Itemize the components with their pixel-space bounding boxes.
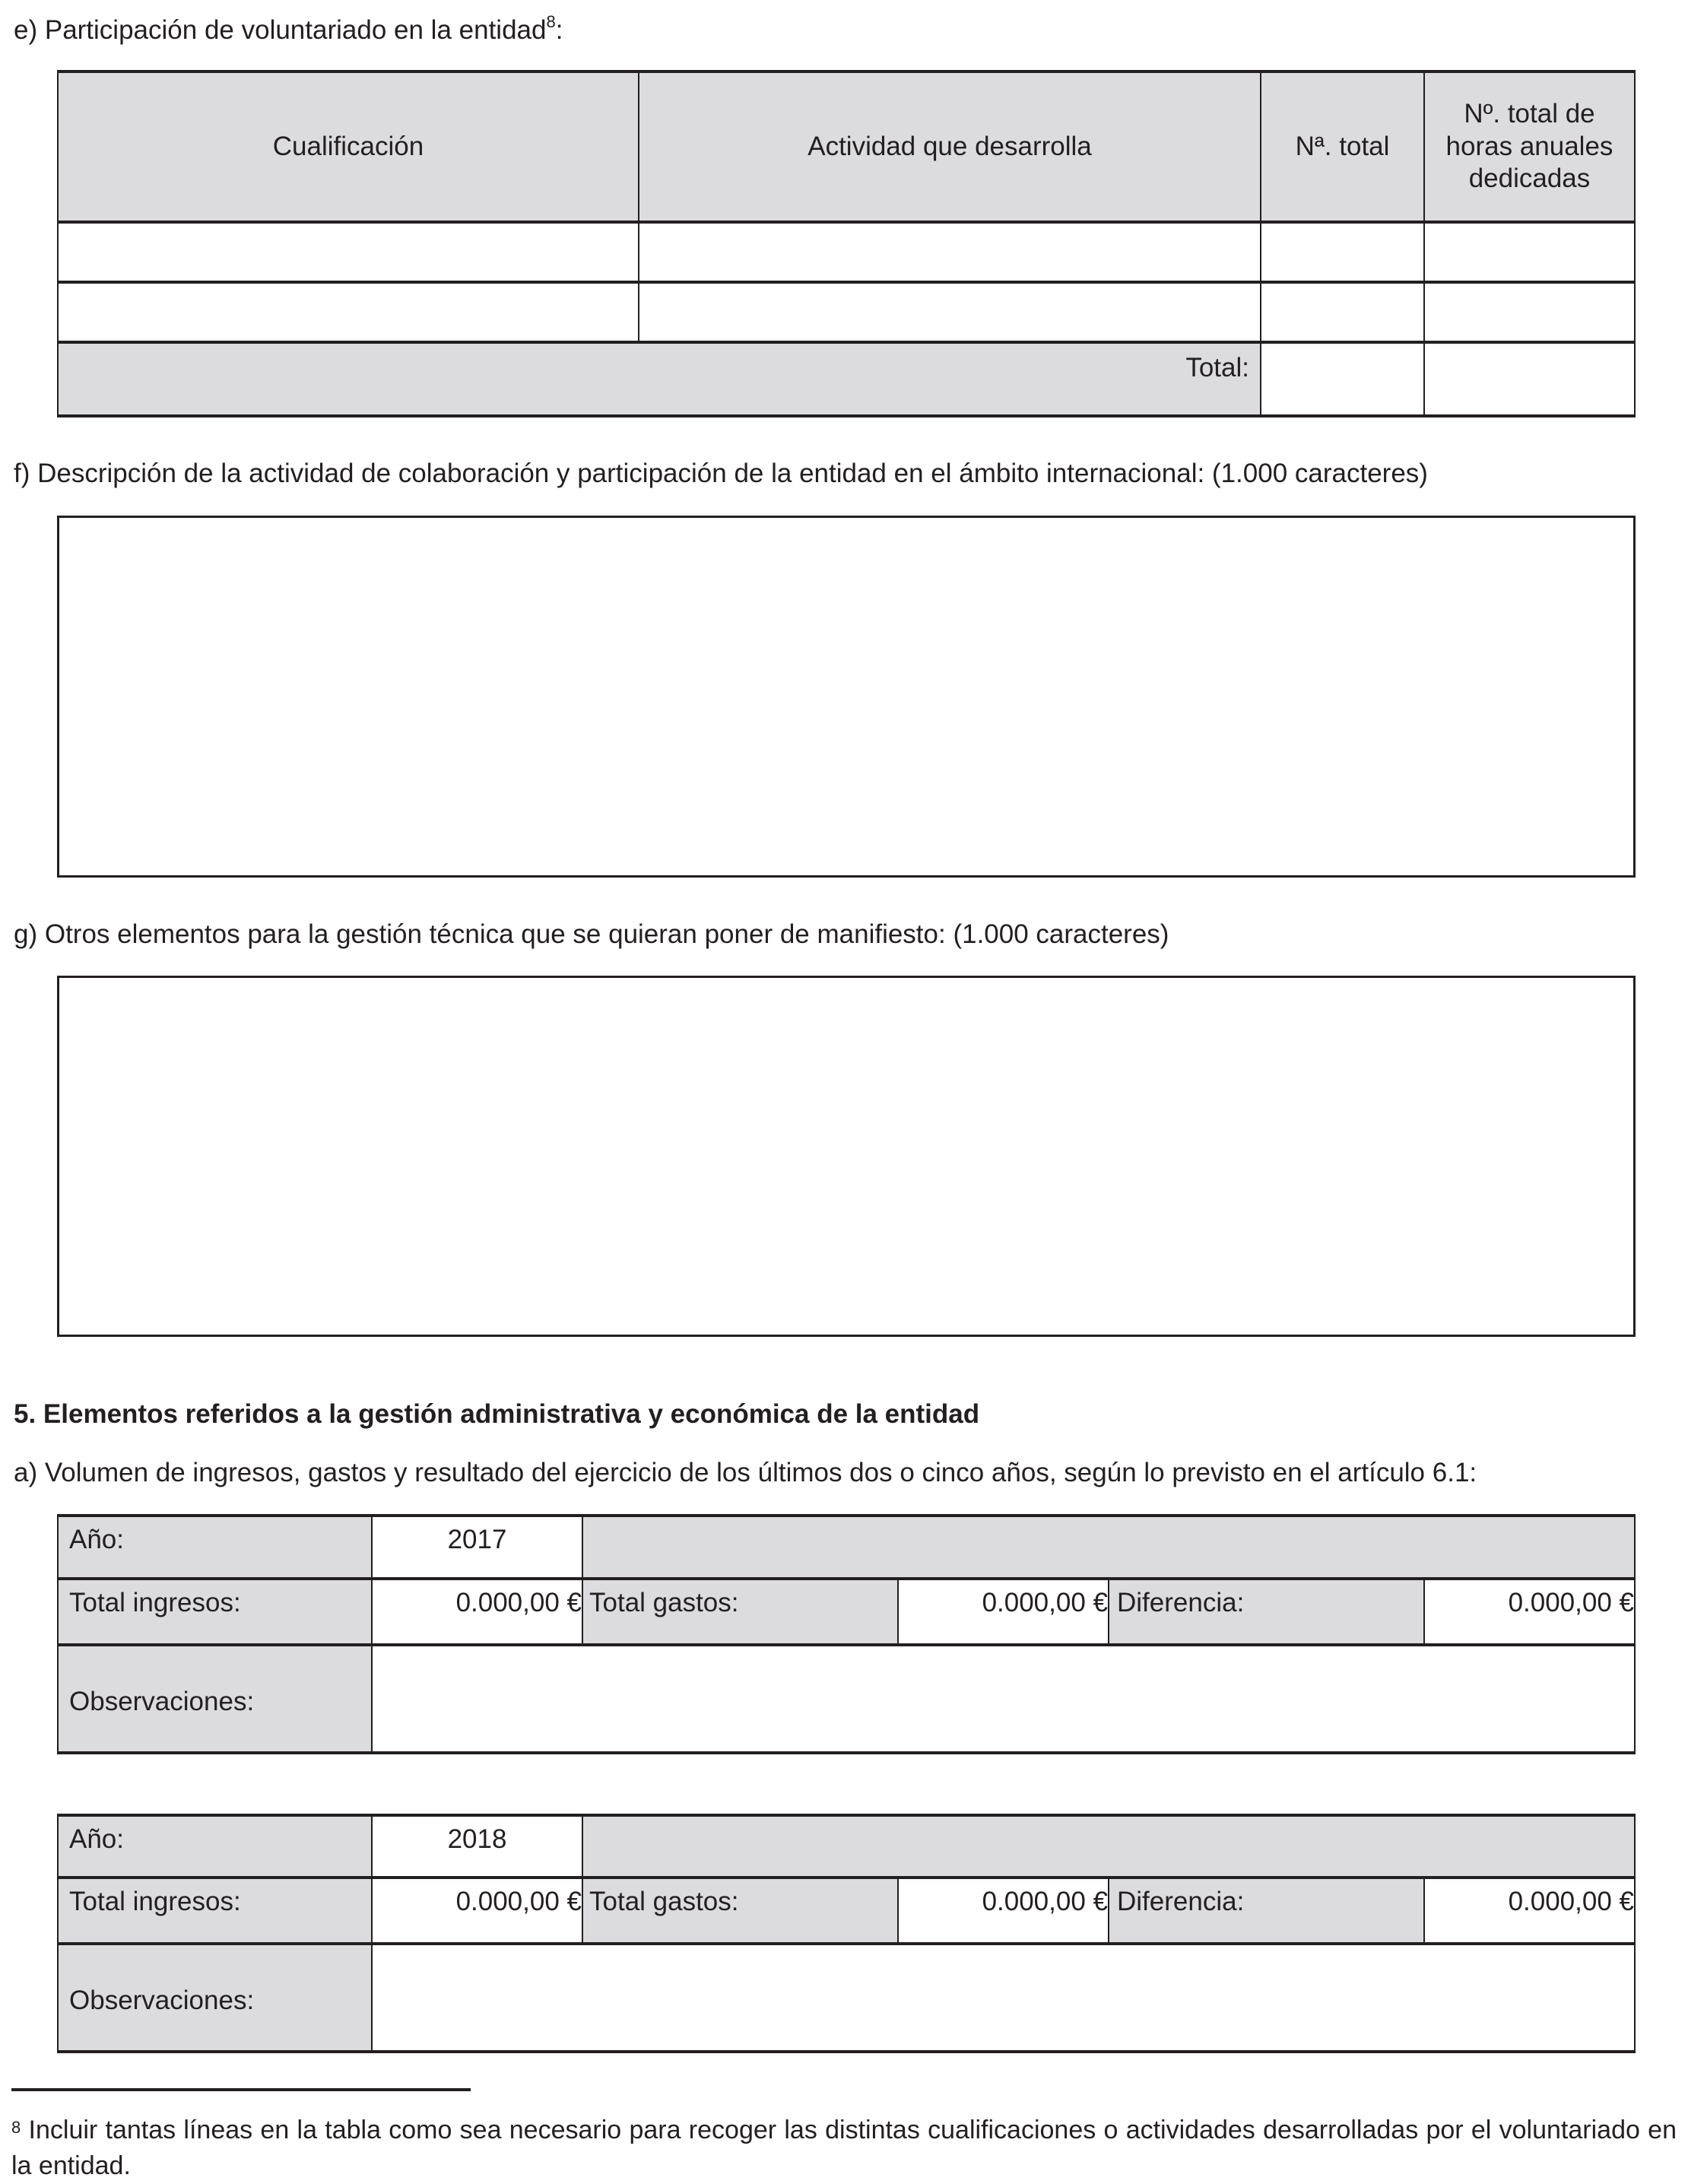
footnote	[11, 2113, 1677, 2184]
footnote-rule	[11, 2088, 471, 2091]
year-value[interactable]: 2018	[371, 1814, 583, 1879]
header-horas: Nº. total de horas anuales dedicadas	[1423, 70, 1636, 224]
income-label: Total ingresos:	[57, 1876, 373, 1945]
difference-label: Diferencia:	[1108, 1876, 1425, 1945]
observations-label: Observaciones:	[57, 1942, 373, 2053]
other-elements-textarea[interactable]	[57, 976, 1636, 1337]
year-filler	[582, 1814, 1636, 1879]
income-label: Total ingresos:	[57, 1577, 373, 1646]
observations-value[interactable]	[371, 1942, 1636, 2053]
row-2-actividad[interactable]	[638, 281, 1261, 344]
difference-value[interactable]: 0.000,00 €	[1423, 1876, 1636, 1945]
total-label: Total:	[57, 341, 1261, 417]
income-value[interactable]: 0.000,00 €	[371, 1577, 583, 1646]
year-label: Año:	[57, 1814, 373, 1879]
header-cualificacion: Cualificación	[57, 70, 639, 224]
income-value[interactable]: 0.000,00 €	[371, 1876, 583, 1945]
header-actividad: Actividad que desarrolla	[638, 70, 1261, 224]
row-2-horas[interactable]	[1423, 281, 1636, 344]
expenses-label: Total gastos:	[582, 1577, 899, 1646]
section-f-title: f) Descripción de la actividad de colaboración y participación de la entidad en el ámbito internacional: (1.000 caracteres)	[14, 459, 1428, 488]
expenses-label: Total gastos:	[582, 1876, 899, 1945]
footnote-number: 8	[11, 2118, 21, 2137]
expenses-value[interactable]: 0.000,00 €	[897, 1876, 1109, 1945]
year-filler	[582, 1514, 1636, 1580]
year-value[interactable]: 2017	[371, 1514, 583, 1580]
footnote-ref[interactable]: 8	[546, 12, 556, 31]
section-5-heading: 5. Elementos referidos a la gestión administrativa y económica de la entidad	[14, 1399, 980, 1429]
row-1-total[interactable]	[1260, 221, 1425, 284]
row-2-total[interactable]	[1260, 281, 1425, 344]
total-hours[interactable]	[1423, 341, 1636, 417]
section-5a-subtitle: a) Volumen de ingresos, gastos y resultado del ejercicio de los últimos dos o cinco años, según lo previsto en el artículo 6.1:	[14, 1458, 1477, 1487]
expenses-value[interactable]: 0.000,00 €	[897, 1577, 1109, 1646]
row-2-cualificacion[interactable]	[57, 281, 639, 344]
row-1-cualificacion[interactable]	[57, 221, 639, 284]
difference-label: Diferencia:	[1108, 1577, 1425, 1646]
observations-label: Observaciones:	[57, 1643, 373, 1754]
section-g-title: g) Otros elementos para la gestión técnica que se quieran poner de manifiesto: (1.000 caracteres)	[14, 919, 1169, 949]
footnote-text: Incluir tantas líneas en la tabla como sea necesario para recoger las distintas cualificaciones o actividades desarrolladas por el voluntariado en la entidad.	[11, 2116, 1677, 2180]
row-1-actividad[interactable]	[638, 221, 1261, 284]
year-label: Año:	[57, 1514, 373, 1580]
section-e-title: e) Participación de voluntariado en la entidad$^8$:	[14, 12, 563, 45]
row-1-horas[interactable]	[1423, 221, 1636, 284]
total-count[interactable]	[1260, 341, 1425, 417]
international-activity-textarea[interactable]	[57, 516, 1636, 878]
header-total: Nª. total	[1260, 70, 1425, 224]
difference-value[interactable]: 0.000,00 €	[1423, 1577, 1636, 1646]
observations-value[interactable]	[371, 1643, 1636, 1754]
